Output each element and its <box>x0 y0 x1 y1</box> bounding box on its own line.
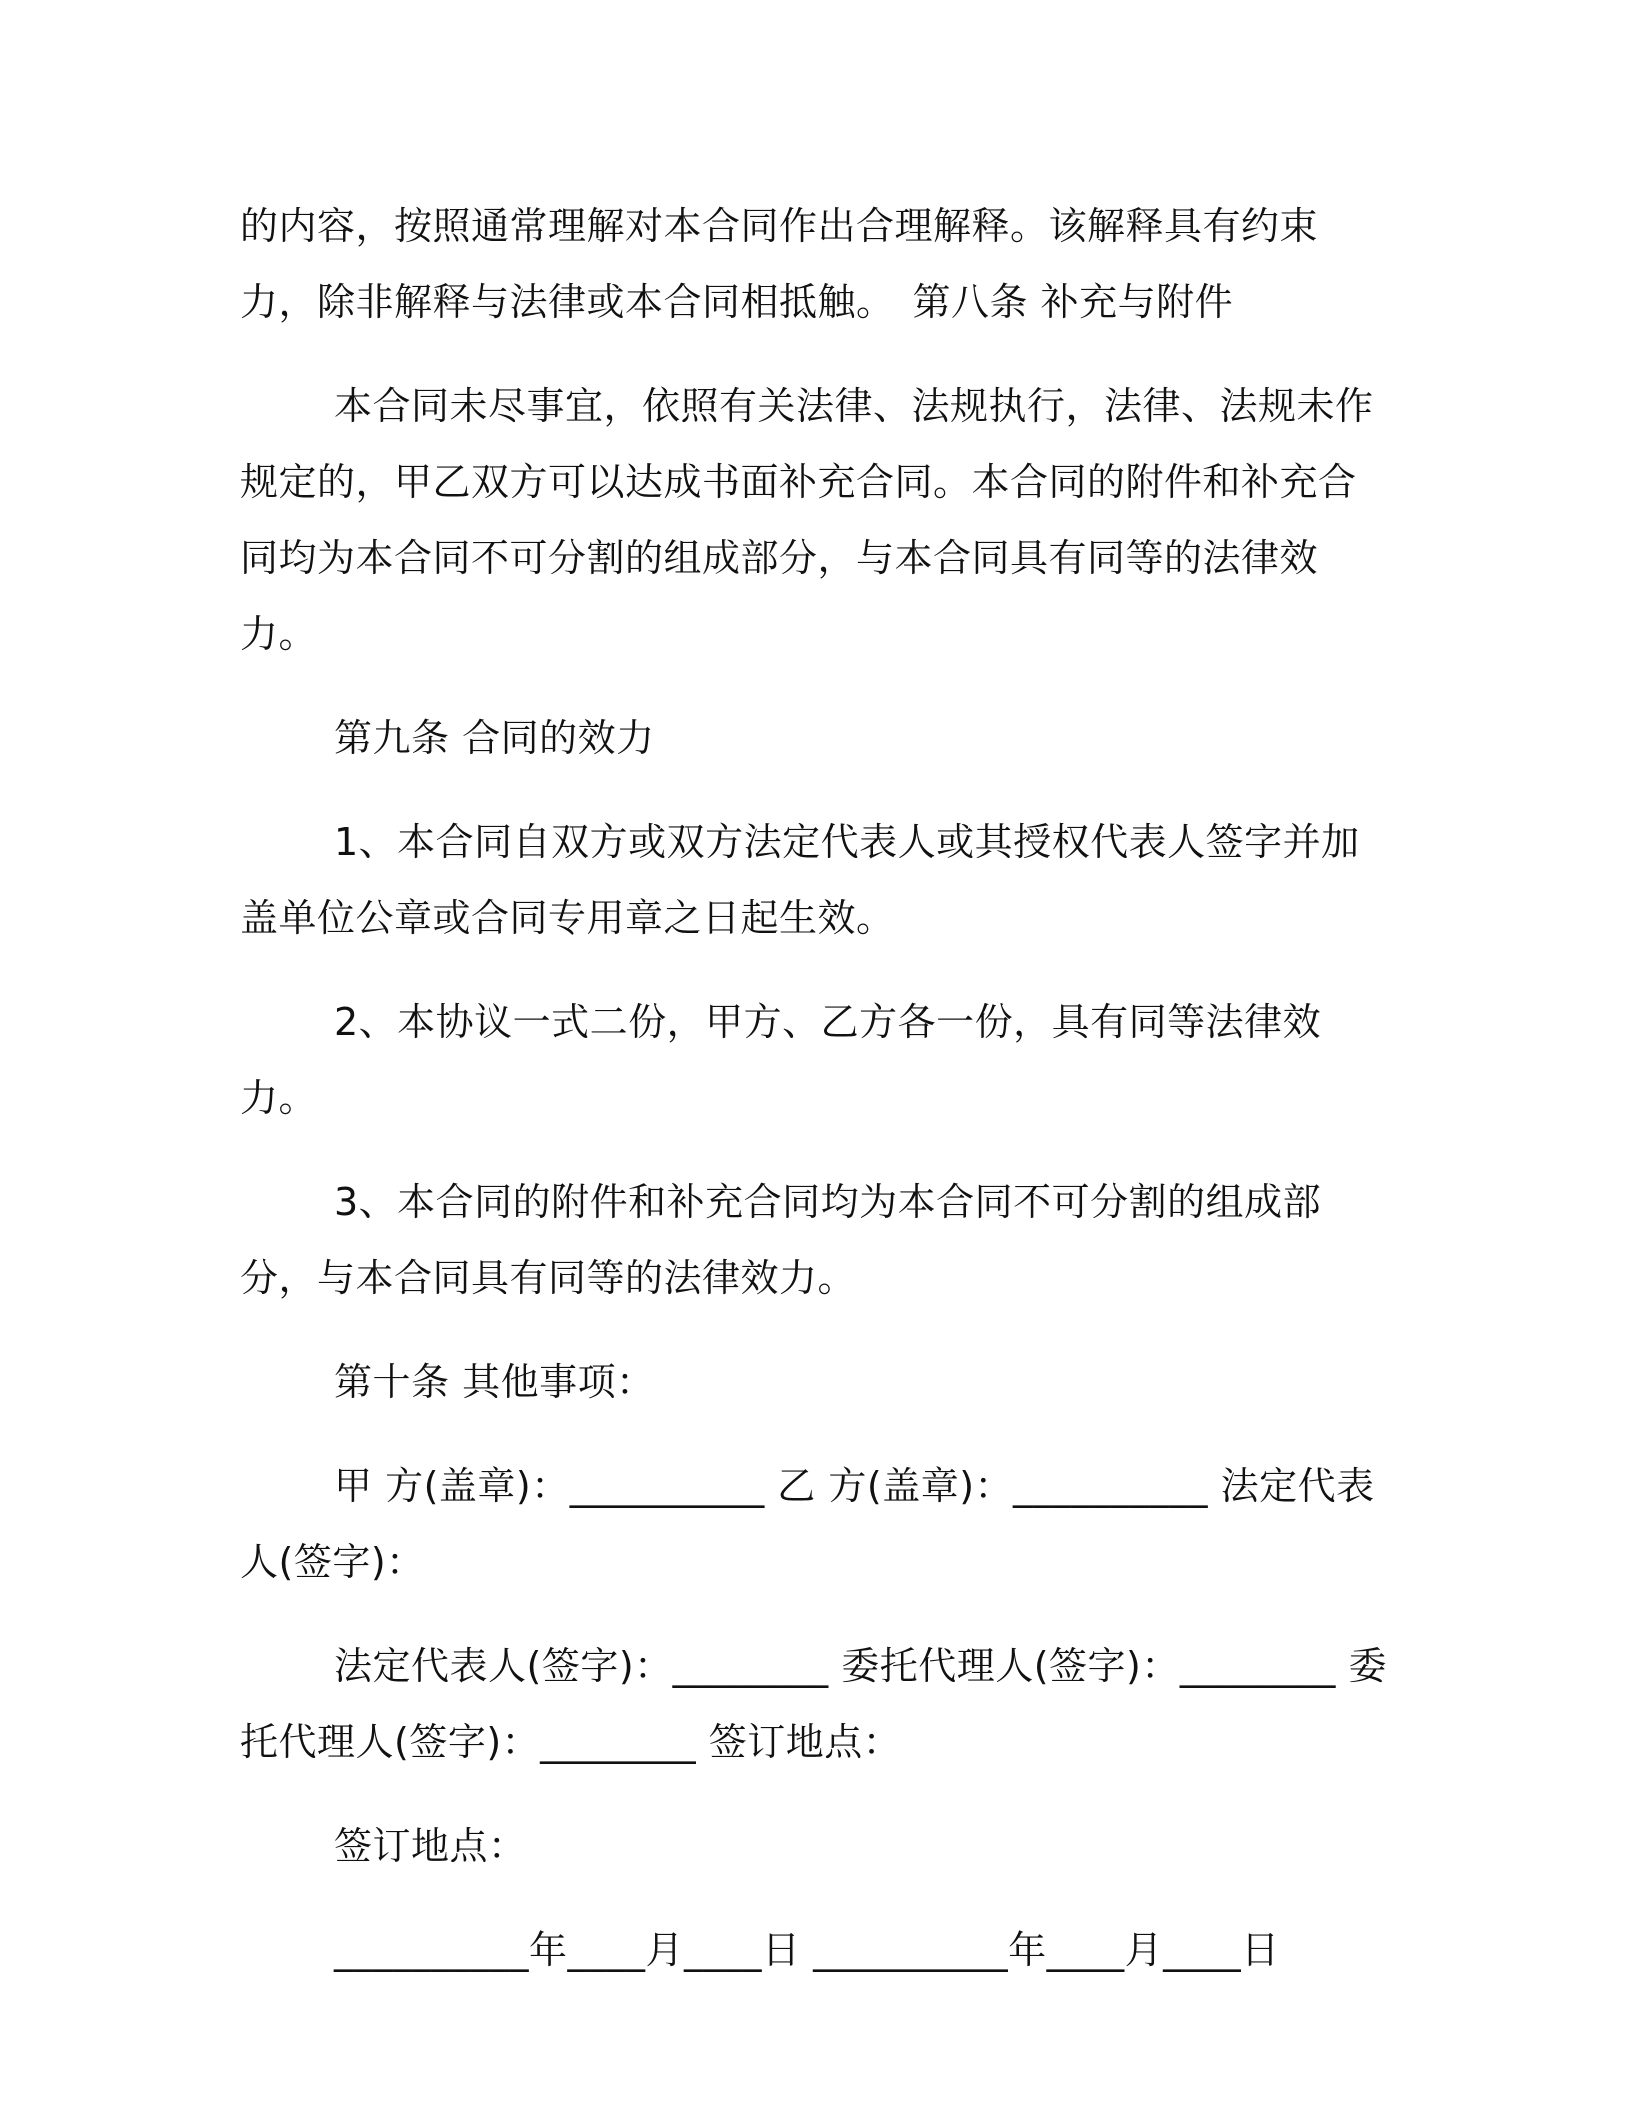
paragraph-supplement: 本合同未尽事宜，依照有关法律、法规执行，法律、法规未作规定的，甲乙双方可以达成书面补充合同。本合同的附件和补充合同均为本合同不可分割的组成部分，与本合同具有同等的法律效力。 <box>240 384 1374 656</box>
document-body <box>240 188 1390 2016</box>
section-heading-article-9: 第九条 合同的效力 <box>334 716 655 760</box>
paragraph-effect-item-2: 2、本协议一式二份，甲方、乙方各一份，具有同等法律效力。 <box>240 1000 1322 1120</box>
paragraph-text: 的内容，按照通常理解对本合同作出合理解释。该解释具有约束力，除非解释与法律或本合同相抵触。 <box>240 204 1319 324</box>
paragraph-effect-item-3: 3、本合同的附件和补充合同均为本合同不可分割的组成部分，与本合同具有同等的法律效力。 <box>240 1180 1322 1300</box>
paragraph-effect-item-1: 1、本合同自双方或双方法定代表人或其授权代表人签字并加盖单位公章或合同专用章之日起生效。 <box>240 820 1360 940</box>
signature-line-representatives: 法定代表人(签字)：________ 委托代理人(签字)：________ 委托代理人(签字)：________ 签订地点： <box>240 1644 1387 1764</box>
signature-line-parties: 甲 方(盖章)：__________ 乙 方(盖章)：__________ 法定代表人(签字)： <box>240 1464 1375 1584</box>
signing-date-line: __________年____月____日 __________年____月____日 <box>334 1928 1280 1972</box>
section-heading-article-8: 第八条 补充与附件 <box>912 280 1234 324</box>
signing-location-line: 签订地点： <box>334 1824 527 1868</box>
paragraph-interpretation <box>240 188 1390 340</box>
section-heading-article-10: 第十条 其他事项： <box>334 1360 655 1404</box>
